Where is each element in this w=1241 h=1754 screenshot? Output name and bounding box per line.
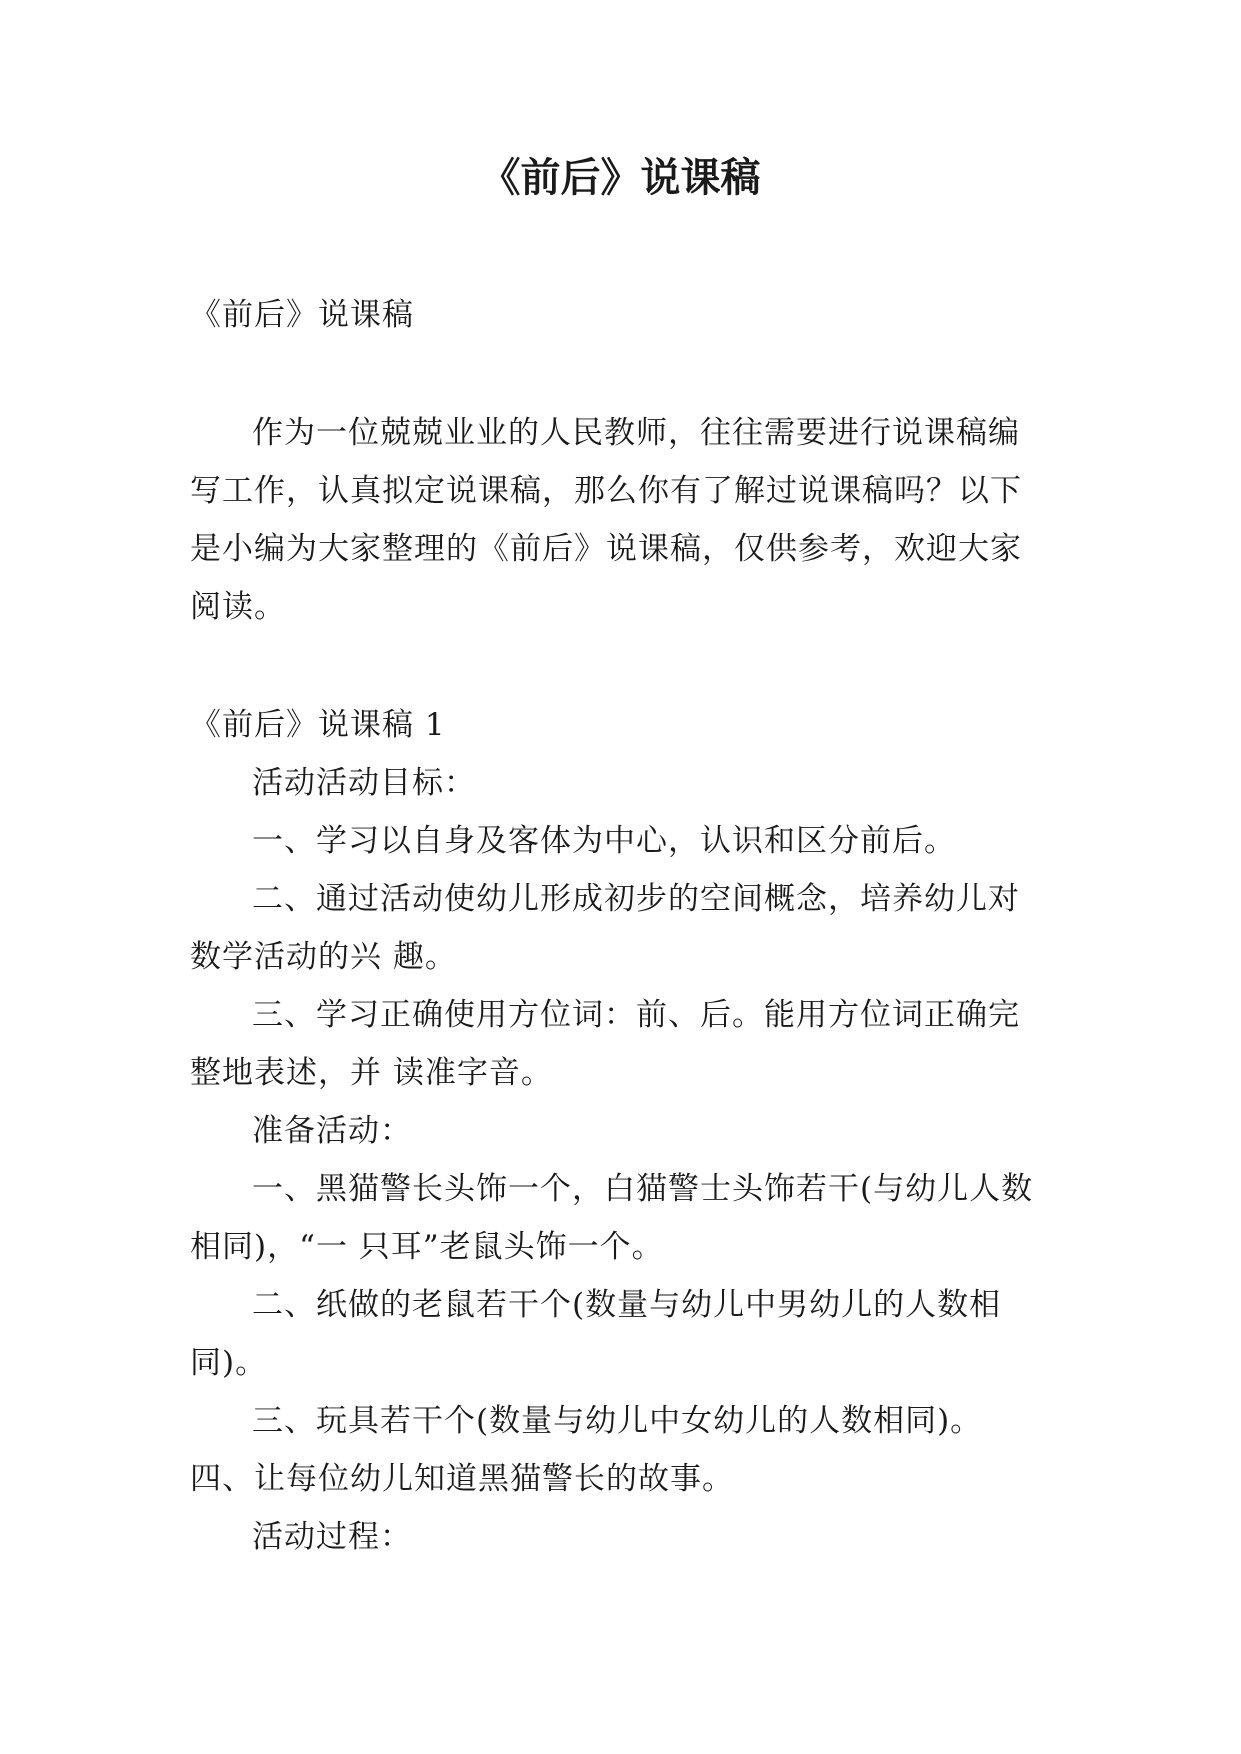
document-title: 《前后》说课稿 [480,155,761,201]
paragraph-goal-heading: 活动活动目标： [252,765,476,801]
paragraph-process-heading: 活动过程： [252,1519,412,1555]
paragraph-prep-1: 一、黑猫警长头饰一个，白猫警士头饰若干(与幼儿人数相同)，“一 只耳”老鼠头饰一个。 [190,1171,1034,1265]
paragraph-goal-1: 一、学习以自身及客体为中心，认识和区分前后。 [252,823,956,859]
document-body [190,286,1050,1566]
paragraph-prep-3: 三、玩具若干个(数量与幼儿中女幼儿的人数相同)。 [252,1403,983,1439]
paragraph-prep-4: 四、让每位幼儿知道黑猫警长的故事。 [190,1461,734,1497]
document-subtitle: 《前后》说课稿 [190,297,414,333]
paragraph-goal-2: 二、通过活动使幼儿形成初步的空间概念，培养幼儿对数学活动的兴 趣。 [190,881,1020,975]
paragraph-prep-heading: 准备活动： [252,1113,412,1149]
paragraph-prep-2: 二、纸做的老鼠若干个(数量与幼儿中男幼儿的人数相同)。 [190,1287,1002,1381]
section-title: 《前后》说课稿 1 [190,707,446,743]
paragraph-goal-3: 三、学习正确使用方位词：前、后。能用方位词正确完整地表述，并 读准字音。 [190,997,1020,1091]
intro-paragraph: 作为一位兢兢业业的人民教师，往往需要进行说课稿编写工作，认真拟定说课稿，那么你有了解过说课稿吗？以下是小编为大家整理的《前后》说课稿，仅供参考，欢迎大家阅读。 [190,415,1022,625]
